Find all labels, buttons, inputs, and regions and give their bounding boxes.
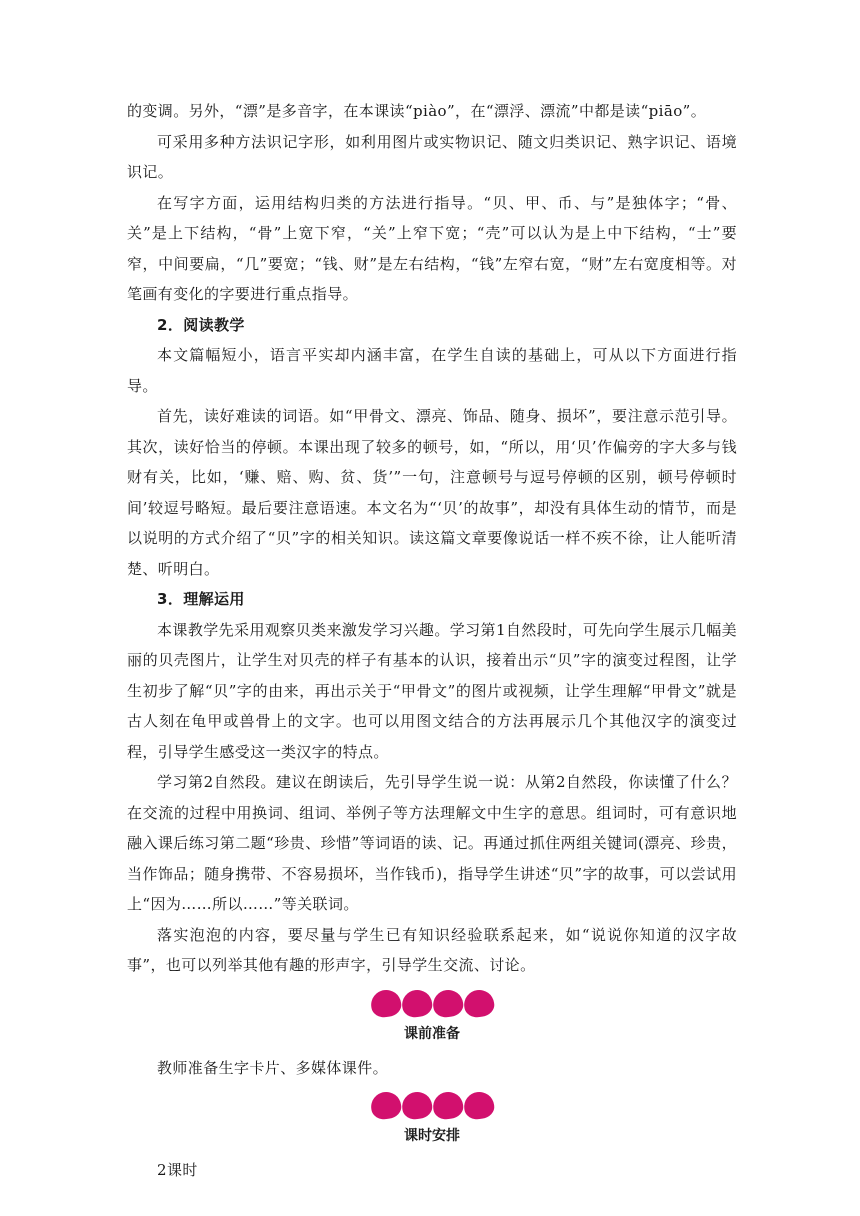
paragraph-bubble: 落实泡泡的内容，要尽量与学生已有知识经验联系起来，如“说说你知道的汉字故事”，也可以列举其他有趣的形声字，引导学生交流、讨论。 [127,925,737,974]
heading-comprehension: 3．理解运用 [157,590,245,608]
paragraph-lesson-two: 学习第2自然段。建议在朗读后，先引导学生说一说：从第2自然段，你读懂了什么？在交流的过程中用换词、组词、举例子等方法理解文中生字的意思。组词时，可有意识地融入课后练习第二题“珍贵、珍惜”等词语的读、记。再通过抓住两组关键词(漂亮、珍贵，当作饰品；随身携带、不容易损坏，当作钱币)，指导学生讲述“贝”字的故事，可以尝试用上“因为……所以……”等关联词。 [127,773,737,913]
section-body-preparation: 教师准备生字卡片、多媒体课件。 [157,1058,389,1077]
petal-icon [369,1090,402,1121]
paragraph-writing-guidance: 在写字方面，运用结构归类的方法进行指导。“贝、甲、币、与”是独体字；“骨、关”是上下结构，“骨”上宽下窄，“关”上窄下宽；“壳”可以认为是上中下结构，“士”要窄，中间要扁，“几”要宽；“钱、财”是左右结构，“钱”左窄右宽，“财”左右宽度相等。对笔画有变化的字要进行重点指导。 [127,193,737,303]
section-divider-icon [127,1089,737,1119]
paragraph-character-recognition: 可采用多种方法识记字形，如利用图片或实物识记、随文归类识记、熟字识记、语境识记。 [127,132,737,181]
petal-icon [400,1090,433,1121]
paragraph-reading-details: 首先，读好难读的词语。如“甲骨文、漂亮、饰品、随身、损坏”，要注意示范引导。其次，读好恰当的停顿。本课出现了较多的顿号，如，“所以，用‘贝’作偏旁的字大多与钱财有关，比如，‘赚、赔、购、贫、货’”一句，注意顿号与逗号停顿的区别，顿号停顿时间’较逗号略短。最后要注意语速。本文名为“‘贝’的故事”，却没有具体生动的情节，而是以说明的方式介绍了“贝”字的相关知识。读这篇文章要像说话一样不疾不徐，让人能听清楚、听明白。 [127,407,737,578]
section-title-preparation: 课前准备 [404,1025,460,1042]
heading-reading-teaching: 2．阅读教学 [157,315,245,334]
section-divider-icon [127,987,737,1017]
paragraph-lesson-one: 本课教学先采用观察贝类来激发学习兴趣。学习第1自然段时，可先向学生展示几幅美丽的贝壳图片，让学生对贝壳的样子有基本的认识，接着出示“贝”字的演变过程图，让学生初步了解“贝”字的由来，再出示关于“甲骨文”的图片或视频，让学生理解“甲骨文”就是古人刻在龟甲或兽骨上的文字。也可以用图文结合的方法再展示几个其他汉字的演变过程，引导学生感受这一类汉字的特点。 [127,620,737,761]
petal-icon [431,1090,464,1121]
section-body-schedule: 2课时 [157,1161,198,1179]
petal-icon [462,988,495,1019]
petal-icon [369,988,402,1019]
section-title-schedule: 课时安排 [404,1128,460,1144]
petal-icon [431,988,464,1019]
paragraph-pronunciation: 的变调。另外，“漂”是多音字，在本课读“piào”，在“漂浮、漂流”中都是读“piāo”。 [127,102,707,120]
document-page [127,96,737,1186]
petal-icon [400,988,433,1019]
petal-icon [462,1090,495,1121]
paragraph-reading-intro: 本文篇幅短小，语言平实却内涵丰富，在学生自读的基础上，可从以下方面进行指导。 [127,346,737,395]
